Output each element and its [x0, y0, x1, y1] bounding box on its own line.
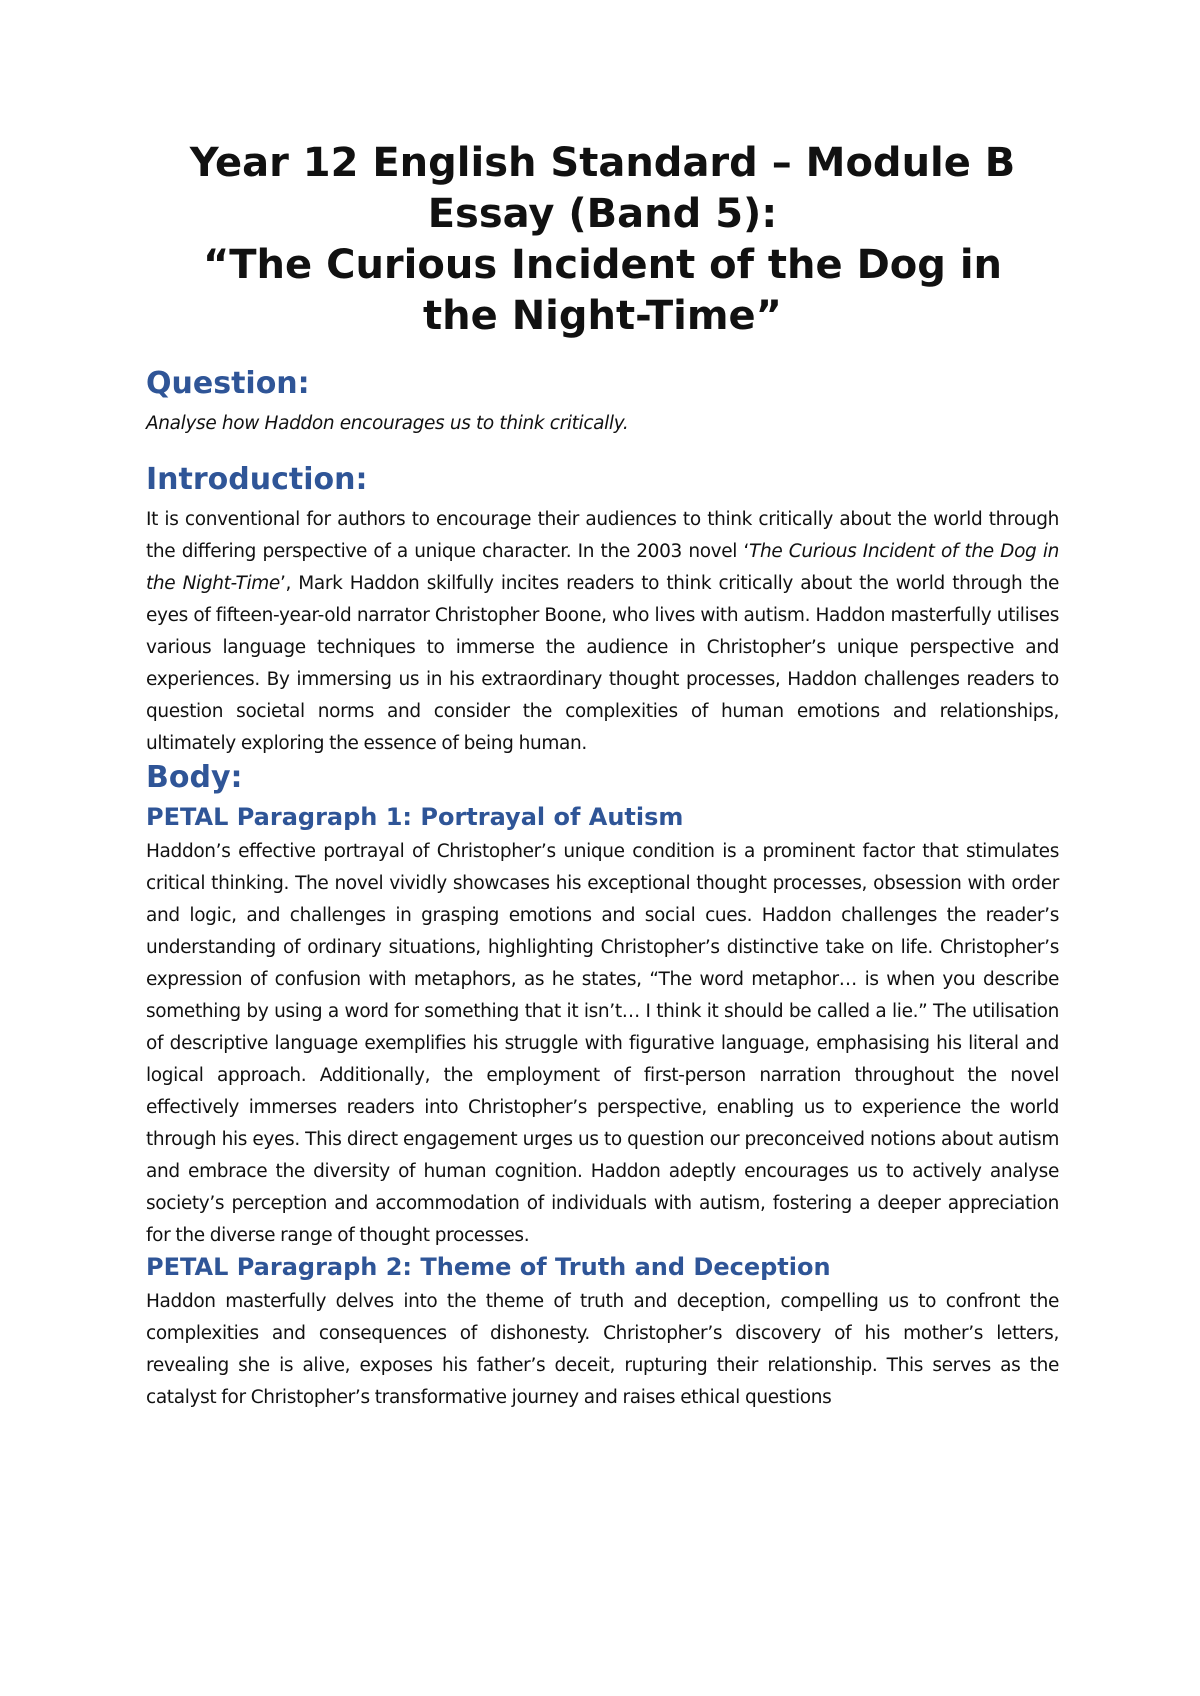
title-line-1: Year 12 English Standard – Module B	[189, 140, 1016, 186]
document-page	[146, 138, 1059, 1414]
novel-title-italic: The Curious Incident of the Dog in the Night-Time	[146, 541, 1059, 594]
title-line-2: Essay (Band 5):	[427, 191, 778, 237]
petal-paragraph-1-text: Haddon’s effective portrayal of Christopher’s unique condition is a prominent factor that stimulates critical thinking. The novel vividly showcases his exceptional thought processes, obsession with order and logic, and challenges in grasping emotions and social cues. Haddon challenges the reader’s understanding of ordinary situations, highlighting Christopher’s distinctive take on life. Christopher’s expression of confusion with metaphors, as he states, “The word metaphor… is when you describe something by using a word for something that it isn’t… I think it should be called a lie.” The utilisation of descriptive language exemplifies his struggle with figurative language, emphasising his literal and logical approach. Additionally, the employment of first-person narration throughout the novel effectively immerses readers into Christopher’s perspective, enabling us to experience the world through his eyes. This direct engagement urges us to question our preconceived notions about autism and embrace the diversity of human cognition. Haddon adeptly encourages us to actively analyse society’s perception and accommodation of individuals with autism, fostering a deeper appreciation for the diverse range of thought processes.	[146, 841, 1059, 1246]
introduction-text-part-1: It is conventional for authors to encourage their audiences to think critically about the world through the differing perspective of a unique character. In the 2003 novel ‘	[146, 509, 1059, 562]
introduction-paragraph	[146, 504, 1059, 760]
question-heading: Question:	[146, 366, 310, 401]
question-text: Analyse how Haddon encourages us to think critically.	[146, 413, 629, 434]
title-line-3: “The Curious Incident of the Dog in	[202, 242, 1003, 288]
introduction-heading: Introduction:	[146, 462, 368, 497]
petal-paragraph-2-heading: PETAL Paragraph 2: Theme of Truth and Deception	[146, 1253, 831, 1281]
petal-paragraph-2-text: Haddon masterfully delves into the theme of truth and deception, compelling us to confront the complexities and consequences of dishonesty. Christopher’s discovery of his mother’s letters, revealing she is alive, exposes his father’s deceit, rupturing their relationship. This serves as the catalyst for Christopher’s transformative journey and raises ethical questions	[146, 1291, 1059, 1408]
title-line-4: the Night-Time”	[423, 293, 782, 339]
introduction-text-part-2: ’, Mark Haddon skilfully incites readers to think critically about the world through the eyes of fifteen-year-old narrator Christopher Boone, who lives with autism. Haddon masterfully utilises various language techniques to immerse the audience in Christopher’s unique perspective and experiences. By immersing us in his extraordinary thought processes, Haddon challenges readers to question societal norms and consider the complexities of human emotions and relationships, ultimately exploring the essence of being human.	[146, 573, 1060, 754]
petal-paragraph-1-heading: PETAL Paragraph 1: Portrayal of Autism	[146, 803, 684, 831]
document-title	[146, 138, 1059, 342]
body-heading: Body:	[146, 760, 243, 795]
